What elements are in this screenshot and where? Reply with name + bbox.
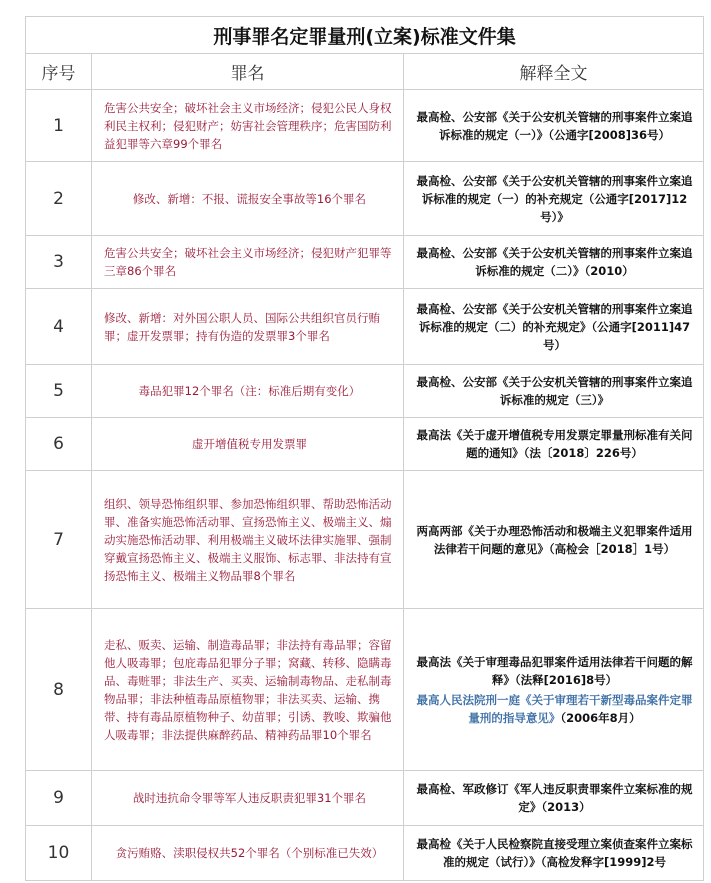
row-number: 2 (26, 162, 92, 236)
crime-cell: 毒品犯罪12个罪名（注：标准后期有变化） (92, 365, 404, 418)
doc-cell[interactable] (404, 289, 704, 365)
doc-link[interactable]: 最高人民法院刑一庭《关于审理若干新型毒品案件定罪量刑的指导意见》 (416, 692, 693, 725)
crime-cell: 危害公共安全；破坏社会主义市场经济；侵犯财产犯罪等三章86个罪名 (92, 236, 404, 289)
doc-cell[interactable] (404, 609, 704, 771)
table-row (26, 90, 704, 162)
doc-cell[interactable] (404, 471, 704, 609)
crime-cell: 贪污贿赂、渎职侵权共52个罪名（个别标准已失效） (92, 826, 404, 881)
doc-cell[interactable] (404, 365, 704, 418)
doc-cell[interactable] (404, 236, 704, 289)
standards-table (25, 16, 704, 881)
header-doc: 解释全文 (404, 54, 704, 90)
table-row (26, 365, 704, 418)
table-row (26, 418, 704, 471)
header-crime: 罪名 (92, 54, 404, 90)
table-row (26, 609, 704, 771)
doc-cell[interactable] (404, 826, 704, 881)
table-header-row (26, 54, 704, 90)
crime-cell: 战时违抗命令罪等军人违反职责犯罪31个罪名 (92, 771, 404, 826)
doc-text: 两高两部《关于办理恐怖活动和极端主义犯罪案件适用法律若干问题的意见》（高检会［2018］1号） (416, 523, 693, 556)
row-number: 9 (26, 771, 92, 826)
doc-text: 最高检、公安部《关于公安机关管辖的刑事案件立案追诉标准的规定（三）》 (416, 375, 693, 407)
doc-text: 最高检、公安部《关于公安机关管辖的刑事案件立案追诉标准的规定（一）》（公通字[2008]36号） (416, 109, 693, 142)
doc-cell[interactable] (404, 418, 704, 471)
row-number: 6 (26, 418, 92, 471)
doc-text: 最高法《关于虚开增值税专用发票定罪量刑标准有关问题的通知》（法〔2018〕226号） (416, 428, 693, 460)
row-number: 3 (26, 236, 92, 289)
doc-text: 最高法《关于审理毒品犯罪案件适用法律若干问题的解释》（法释[2016]8号） (416, 654, 693, 687)
table-row (26, 162, 704, 236)
row-number: 10 (26, 826, 92, 881)
table-row (26, 471, 704, 609)
doc-text: 最高检、公安部《关于公安机关管辖的刑事案件立案追诉标准的规定（一）的补充规定（公通字[2017]12号）》 (416, 173, 693, 224)
crime-cell: 虚开增值税专用发票罪 (92, 418, 404, 471)
row-number: 4 (26, 289, 92, 365)
crime-cell: 走私、贩卖、运输、制造毒品罪；非法持有毒品罪；容留他人吸毒罪；包庇毒品犯罪分子罪；窝藏、转移、隐瞒毒品、毒赃罪；非法生产、买卖、运输制毒物品、走私制毒物品罪；非法种植毒品原植物罪；非法买卖、运输、携带、持有毒品原植物种子、幼苗罪；引诱、教唆、欺骗他人吸毒罪；非法提供麻醉药品、精神药品罪10个罪名 (92, 609, 404, 771)
doc-text: 最高检、军政修订《军人违反职责罪案件立案标准的规定》（2013） (416, 782, 693, 814)
doc-cell[interactable] (404, 162, 704, 236)
table-row (26, 289, 704, 365)
row-number: 1 (26, 90, 92, 162)
doc-cell[interactable] (404, 90, 704, 162)
row-number: 7 (26, 471, 92, 609)
doc-text-secondary (414, 691, 695, 727)
crime-cell: 危害公共安全；破坏社会主义市场经济；侵犯公民人身权利民主权利；侵犯财产；妨害社会管理秩序；危害国防利益犯罪等六章99个罪名 (92, 90, 404, 162)
crime-cell: 组织、领导恐怖组织罪、参加恐怖组织罪、帮助恐怖活动罪、准备实施恐怖活动罪、宣扬恐怖主义、极端主义、煽动实施恐怖活动罪、利用极端主义破坏法律实施罪、强制穿戴宣扬恐怖主义、极端主义服饰、标志罪、非法持有宣扬恐怖主义、极端主义物品罪8个罪名 (92, 471, 404, 609)
header-no: 序号 (26, 54, 92, 90)
crime-cell: 修改、新增：不报、谎报安全事故等16个罪名 (92, 162, 404, 236)
row-number: 8 (26, 609, 92, 771)
crime-cell: 修改、新增：对外国公职人员、国际公共组织官员行贿罪；虚开发票罪；持有伪造的发票罪3个罪名 (92, 289, 404, 365)
doc-text: 最高检《关于人民检察院直接受理立案侦查案件立案标准的规定（试行）》（高检发释字[1999]2号 (416, 837, 693, 869)
doc-text: 最高检、公安部《关于公安机关管辖的刑事案件立案追诉标准的规定（二）》（2010） (416, 246, 693, 278)
standards-table-container (25, 16, 703, 881)
page-title: 刑事罪名定罪量刑(立案)标准文件集 (26, 17, 704, 54)
table-row (26, 771, 704, 826)
doc-text: 最高检、公安部《关于公安机关管辖的刑事案件立案追诉标准的规定（二）的补充规定》（公通字[2011]47号） (416, 301, 693, 352)
table-row (26, 826, 704, 881)
doc-cell[interactable] (404, 771, 704, 826)
doc-date: （2006年8月） (560, 710, 641, 725)
row-number: 5 (26, 365, 92, 418)
table-row (26, 236, 704, 289)
